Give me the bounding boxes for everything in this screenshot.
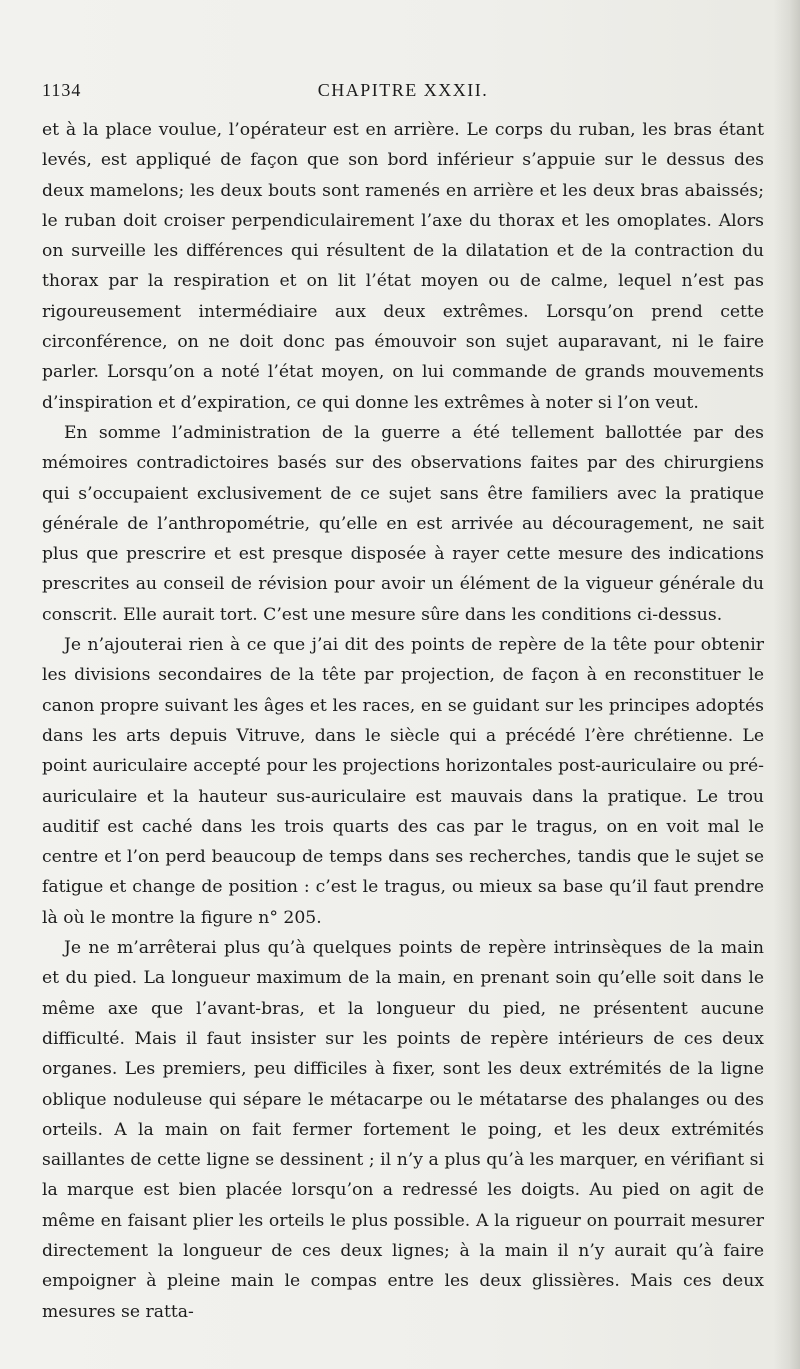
running-head (42, 80, 764, 106)
paragraph-4: Je ne m’arrêterai plus qu’à quelques points de repère intrinsèques de la main et du pied. La longueur maximum de la main, en prenant soin qu’elle soit dans le même axe que l’avant-bras, et la longueur du pied, ne présentent aucune difficulté. Mais il faut insister sur les points de repère intérieurs de ces deux organes. Les premiers, peu difficiles à fixer, sont les deux extrémités de la ligne oblique noduleuse qui sépare le métacarpe ou le métatarse des phalanges ou des orteils. A la main on fait fermer fortement le poing, et les deux extrémités saillantes de cette ligne se dessinent ; il n’y a plus qu’à les marquer, en vérifiant si la marque est bien placée lorsqu’on a redressé les doigts. Au pied on agit de même en faisant plier les orteils le plus possible. A la rigueur on pourrait mesurer directement la longueur de ces deux lignes; à la main il n’y aurait qu’à faire empoigner à pleine main le compas entre les deux glissières. Mais ces deux mesures se ratta- (42, 938, 764, 1322)
chapter-title: CHAPITRE XXXII. (317, 80, 489, 100)
paragraph-3: Je n’ajouterai rien à ce que j’ai dit des points de repère de la tête pour obtenir les divisions secondaires de la tête par projection, de façon à en reconstituer le canon propre suivant les âges et les races, en se guidant sur les principes adoptés dans les arts depuis Vitruve, dans le siècle qui a précédé l’ère chrétienne. Le point auriculaire accepté pour les projections horizontales post-auriculaire ou pré-auriculaire et la hauteur sus-auriculaire est mauvais dans la pratique. Le trou auditif est caché dans les trois quarts des cas par le tragus, on en voit mal le centre et l’on perd beaucoup de temps dans ses recherches, tandis que le sujet se fatigue et change de position : c’est le tragus, ou mieux sa base qu’il faut prendre là où le montre la figure n° 205. (42, 635, 764, 928)
body-text (42, 115, 764, 1327)
paragraph-2: En somme l’administration de la guerre a été tellement ballottée par des mémoires contradictoires basés sur des observations faites par des chirurgiens qui s’occupaient exclusivement de ce sujet sans être familiers avec la pratique générale de l’anthropométrie, qu’elle en est arrivée au découragement, ne sait plus que prescrire et est presque disposée à rayer cette mesure des indications prescrites au conseil de révision pour avoir un élément de la vigueur générale du conscrit. Elle aurait tort. C’est une mesure sûre dans les conditions ci-dessus. (42, 422, 764, 625)
page-number: 1134 (42, 80, 82, 100)
paragraph-1: et à la place voulue, l’opérateur est en arrière. Le corps du ruban, les bras étant levés, est appliqué de façon que son bord inférieur s’appuie sur le dessus des deux mamelons; les deux bouts sont ramenés en arrière et les deux bras abaissés; le ruban doit croiser perpendiculairement l’axe du thorax et les omoplates. Alors on surveille les différences qui résultent de la dilatation et de la contraction du thorax par la respiration et on lit l’état moyen ou de calme, lequel n’est pas rigoureusement intermédiaire aux deux extrêmes. Lorsqu’on prend cette circonférence, on ne doit donc pas émouvoir son sujet auparavant, ni le faire parler. Lorsqu’on a noté l’état moyen, on lui commande de grands mouvements d’inspiration et d’expiration, ce qui donne les extrêmes à noter si l’on veut. (42, 120, 764, 413)
page-edge-shadow (774, 0, 800, 1369)
